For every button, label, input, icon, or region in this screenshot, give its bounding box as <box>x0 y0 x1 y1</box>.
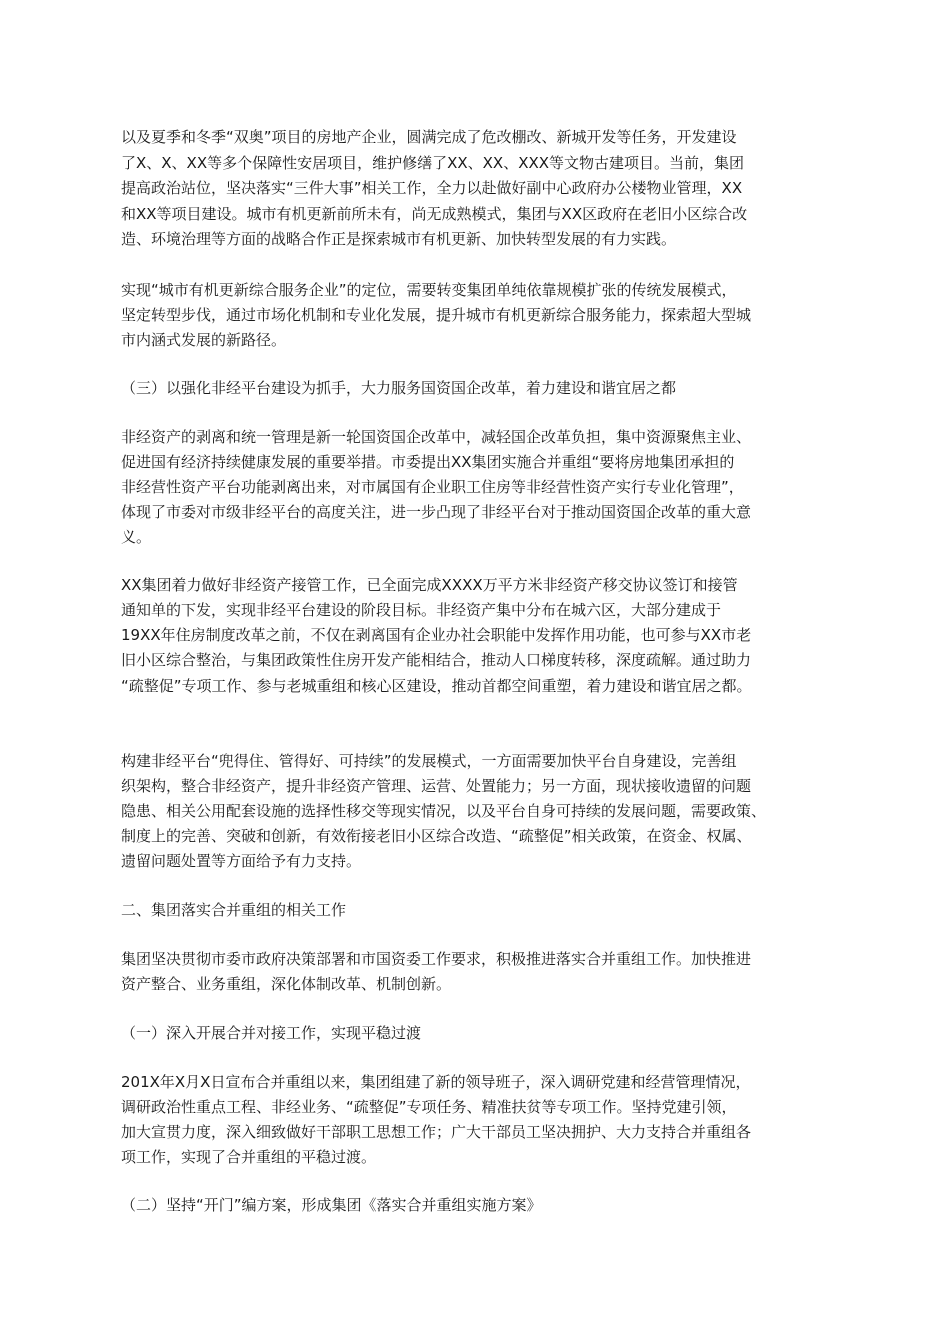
paragraph-line: 资产整合、业务重组，深化体制改革、机制创新。 <box>121 975 452 993</box>
paragraph-line: 实现“城市有机更新综合服务企业”的定位，需要转变集团单纯依靠规模扩张的传统发展模式， <box>121 281 737 299</box>
paragraph-line: 遗留问题处置等方面给予有力支持。 <box>121 852 362 870</box>
section-heading: （一）深入开展合并对接工作，实现平稳过渡 <box>121 1024 422 1042</box>
paragraph-line: 通知单的下发，实现非经平台建设的阶段目标。非经资产集中分布在城六区，大部分建成于 <box>121 601 722 619</box>
paragraph-line: 集团坚决贯彻市委市政府决策部署和市国资委工作要求，积极推进落实合并重组工作。加快推进 <box>121 950 752 968</box>
paragraph-line: 制度上的完善、突破和创新，有效衔接老旧小区综合改造、“疏整促”相关政策，在资金、权属、 <box>121 827 752 845</box>
section-heading: 二、集团落实合并重组的相关工作 <box>121 901 347 919</box>
paragraph-line: “疏整促”专项工作、参与老城重组和核心区建设，推动首都空间重塑，着力建设和谐宜居之都。 <box>121 677 752 695</box>
paragraph-line: 造、环境治理等方面的战略合作正是探索城市有机更新、加快转型发展的有力实践。 <box>121 230 677 248</box>
paragraph-line: 非经资产的剥离和统一管理是新一轮国资国企改革中，减轻国企改革负担，集中资源聚焦主业、 <box>121 428 752 446</box>
paragraph-line: 201X年X月X日宣布合并重组以来，集团组建了新的领导班子，深入调研党建和经营管理情况， <box>121 1073 751 1091</box>
section-heading: （二）坚持“开门”编方案，形成集团《落实合并重组实施方案》 <box>121 1196 542 1214</box>
paragraph-line: 了X、X、XX等多个保障性安居项目，维护修缮了XX、XX、XXX等文物古建项目。当前，集团 <box>121 154 745 172</box>
paragraph-line: 和XX等项目建设。城市有机更新前所未有，尚无成熟模式，集团与XX区政府在老旧小区综合改 <box>121 205 748 223</box>
paragraph-line: 以及夏季和冬季“双奥”项目的房地产企业，圆满完成了危改棚改、新城开发等任务，开发建设 <box>121 128 737 146</box>
paragraph-line: 隐患、相关公用配套设施的选择性移交等现实情况，以及平台自身可持续的发展问题，需要政策、 <box>121 802 767 820</box>
paragraph-line: 市内涵式发展的新路径。 <box>121 331 287 349</box>
paragraph-line: 义。 <box>121 528 152 546</box>
paragraph-line: 体现了市委对市级非经平台的高度关注，进一步凸现了非经平台对于推动国资国企改革的重大意 <box>121 503 752 521</box>
paragraph-line: XX集团着力做好非经资产接管工作，已全面完成XXXX万平方米非经资产移交协议签订和接管 <box>121 576 738 594</box>
paragraph-line: 坚定转型步伐，通过市场化机制和专业化发展，提升城市有机更新综合服务能力，探索超大型城 <box>121 306 752 324</box>
paragraph-line: 19XX年住房制度改革之前，不仅在剥离国有企业办社会职能中发挥作用功能，也可参与XX市老 <box>121 626 752 644</box>
paragraph-line: 加大宣贯力度，深入细致做好干部职工思想工作；广大干部员工坚决拥护、大力支持合并重组各 <box>121 1123 752 1141</box>
paragraph-line: 织架构，整合非经资产，提升非经资产管理、运营、处置能力；另一方面，现状接收遗留的问题 <box>121 777 752 795</box>
paragraph-line: 调研政治性重点工程、非经业务、“疏整促”专项任务、精准扶贫等专项工作。坚持党建引领， <box>121 1098 737 1116</box>
paragraph-line: 项工作，实现了合并重组的平稳过渡。 <box>121 1148 377 1166</box>
paragraph-line: 提高政治站位，坚决落实“三件大事”相关工作，全力以赴做好副中心政府办公楼物业管理，XX <box>121 179 743 197</box>
paragraph-line: 促进国有经济持续健康发展的重要举措。市委提出XX集团实施合并重组“要将房地集团承担的 <box>121 453 735 471</box>
paragraph-line: 旧小区综合整治，与集团政策性住房开发产能相结合，推动人口梯度转移，深度疏解。通过助力 <box>121 651 752 669</box>
section-heading: （三）以强化非经平台建设为抓手，大力服务国资国企改革，着力建设和谐宜居之都 <box>121 379 677 397</box>
paragraph-line: 构建非经平台“兜得住、管得好、可持续”的发展模式，一方面需要加快平台自身建设，完善组 <box>121 752 737 770</box>
paragraph-line: 非经营性资产平台功能剥离出来，对市属国有企业职工住房等非经营性资产实行专业化管理”， <box>121 478 744 496</box>
